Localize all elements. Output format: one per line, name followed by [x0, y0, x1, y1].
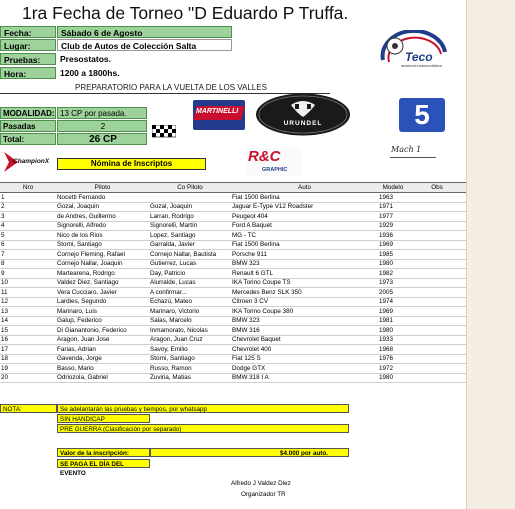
- cell-copiloto[interactable]: Russo, Ramon: [149, 364, 231, 374]
- cell-nro[interactable]: 9: [0, 269, 56, 279]
- cell-copiloto[interactable]: A confirmar...: [149, 288, 231, 298]
- table-row: [0, 345, 466, 355]
- cell-modelo[interactable]: 1977: [378, 212, 408, 222]
- cell-obs[interactable]: [408, 202, 466, 212]
- cell-auto[interactable]: Chevrolet Baquet: [231, 335, 378, 345]
- cell-auto[interactable]: Mercedes Benz SLK 350: [231, 288, 378, 298]
- col-header-obs: Obs: [408, 183, 466, 193]
- cell-nro[interactable]: 20: [0, 373, 56, 383]
- cell-auto[interactable]: Renault 6 GTL: [231, 269, 378, 279]
- cell-piloto[interactable]: Basso, Mario: [56, 364, 149, 374]
- cell-obs[interactable]: [408, 364, 466, 374]
- cell-nro[interactable]: 15: [0, 326, 56, 336]
- table-row: [0, 316, 466, 326]
- col-header-piloto: Piloto: [56, 183, 149, 193]
- col-header-nro: Nro: [0, 183, 56, 193]
- cell-copiloto[interactable]: Storni, Santiago: [149, 354, 231, 364]
- cell-nro[interactable]: 5: [0, 231, 56, 241]
- cell-modelo[interactable]: 1969: [378, 307, 408, 317]
- table-row: [0, 231, 466, 241]
- cell-modelo[interactable]: 1933: [378, 335, 408, 345]
- cell-piloto[interactable]: Galup, Federico: [56, 316, 149, 326]
- table-row: [0, 269, 466, 279]
- total-label: Total:: [0, 133, 56, 145]
- cell-copiloto[interactable]: Day, Patricio: [149, 269, 231, 279]
- table-row: [0, 297, 466, 307]
- cell-nro[interactable]: 7: [0, 250, 56, 260]
- cell-piloto[interactable]: Cornejo Nallar, Joaquin: [56, 259, 149, 269]
- cell-auto[interactable]: IKA Torino Coupe TS: [231, 278, 378, 288]
- teco-logo-text: Teco: [405, 50, 433, 64]
- cell-modelo[interactable]: 1981: [378, 316, 408, 326]
- cell-auto[interactable]: MG - TC: [231, 231, 378, 241]
- cell-modelo[interactable]: 1972: [378, 364, 408, 374]
- cell-copiloto[interactable]: Inmamorato, Nicolas: [149, 326, 231, 336]
- cell-obs[interactable]: [408, 278, 466, 288]
- cell-auto[interactable]: Fiat 125 S: [231, 354, 378, 364]
- modalidad-value[interactable]: 13 CP por pasada.: [57, 107, 147, 119]
- cell-copiloto[interactable]: Marinaro, Victorio: [149, 307, 231, 317]
- info-value-fecha[interactable]: Sábado 6 de Agosto: [57, 26, 232, 38]
- cell-piloto[interactable]: Nocetti Fernando: [56, 193, 149, 203]
- cell-modelo[interactable]: 1936: [378, 231, 408, 241]
- cell-auto[interactable]: Porsche 911: [231, 250, 378, 260]
- info-label-lugar: Lugar:: [0, 39, 56, 51]
- cell-modelo[interactable]: 2005: [378, 288, 408, 298]
- cell-nro[interactable]: 4: [0, 221, 56, 231]
- cell-copiloto[interactable]: Savoy, Emilio: [149, 345, 231, 355]
- cell-auto[interactable]: BMW 316: [231, 326, 378, 336]
- cell-copiloto[interactable]: Echazú, Mateo: [149, 297, 231, 307]
- cell-obs[interactable]: [408, 373, 466, 383]
- cell-nro[interactable]: 2: [0, 202, 56, 212]
- cell-piloto[interactable]: Cornejo Fleming, Rafael: [56, 250, 149, 260]
- cell-obs[interactable]: [408, 269, 466, 279]
- cell-obs[interactable]: [408, 231, 466, 241]
- cell-copiloto[interactable]: Larran, Rodrigo: [149, 212, 231, 222]
- signature-logo-line: [390, 157, 436, 158]
- cell-piloto[interactable]: Martearena, Rodrigo: [56, 269, 149, 279]
- col-header-auto: Auto: [231, 183, 378, 193]
- cell-obs[interactable]: [408, 326, 466, 336]
- table-row: [0, 373, 466, 383]
- cell-copiloto[interactable]: Lopez, Santiago: [149, 231, 231, 241]
- cell-obs[interactable]: [408, 221, 466, 231]
- cell-copiloto[interactable]: Zuviria, Matias: [149, 373, 231, 383]
- cell-piloto[interactable]: Odriozola, Gabriel: [56, 373, 149, 383]
- cell-auto[interactable]: Fiat 1500 Berlina: [231, 193, 378, 203]
- cell-nro[interactable]: 12: [0, 297, 56, 307]
- cell-nro[interactable]: 17: [0, 345, 56, 355]
- paga-note: SE PAGA EL DÍA DEL EVENTO: [57, 459, 150, 468]
- table-row: [0, 278, 466, 288]
- cell-copiloto[interactable]: Salas, Marcelo: [149, 316, 231, 326]
- info-label-hora: Hora:: [0, 67, 56, 79]
- canal5-logo: [399, 98, 445, 132]
- info-value-hora[interactable]: 1200 a 1800hs.: [60, 68, 120, 78]
- cell-obs[interactable]: [408, 297, 466, 307]
- cell-auto[interactable]: Citroen 3 CV: [231, 297, 378, 307]
- cell-obs[interactable]: [408, 259, 466, 269]
- table-row: [0, 250, 466, 260]
- cell-obs[interactable]: [408, 307, 466, 317]
- championx-logo-text: ChampionX: [13, 158, 50, 165]
- table-row: [0, 212, 466, 222]
- cell-piloto[interactable]: Gozal, Joaquin: [56, 202, 149, 212]
- total-value[interactable]: 26 CP: [57, 133, 147, 145]
- cell-piloto[interactable]: Nico de los Rios: [56, 231, 149, 241]
- cell-auto[interactable]: Chevrolet 400: [231, 345, 378, 355]
- inscriptos-table: [0, 182, 466, 383]
- cell-nro[interactable]: 18: [0, 354, 56, 364]
- cell-modelo[interactable]: 1963: [378, 193, 408, 203]
- cell-nro[interactable]: 16: [0, 335, 56, 345]
- table-row: [0, 193, 466, 203]
- rc-logo-text: R&C: [248, 148, 281, 165]
- nota-line-3[interactable]: PRE GUERRA (Clasificación por separado): [57, 424, 349, 433]
- teco-logo-subtext: asociación automovilística: [401, 64, 442, 68]
- cell-piloto[interactable]: Di Gianantonio, Federico: [56, 326, 149, 336]
- cell-nro[interactable]: 19: [0, 364, 56, 374]
- table-row: [0, 354, 466, 364]
- canal5-logo-text: 5: [414, 99, 430, 130]
- cell-auto[interactable]: IKA Torino Coupe 380: [231, 307, 378, 317]
- cell-copiloto[interactable]: [149, 193, 231, 203]
- table-row: [0, 240, 466, 250]
- martinelli-logo-text: MARTINELLI: [196, 108, 239, 115]
- sheet-margin-band: [466, 0, 515, 509]
- cell-modelo[interactable]: 1971: [378, 202, 408, 212]
- cell-modelo[interactable]: 1980: [378, 259, 408, 269]
- table-row: [0, 335, 466, 345]
- cell-auto[interactable]: BMW 323: [231, 316, 378, 326]
- organizer-name: Alfredo J Valdez Diez: [231, 480, 291, 487]
- cell-obs[interactable]: [408, 345, 466, 355]
- urundel-logo: [255, 93, 351, 136]
- cell-obs[interactable]: [408, 335, 466, 345]
- cell-modelo[interactable]: 1976: [378, 354, 408, 364]
- cell-modelo[interactable]: 1968: [378, 345, 408, 355]
- table-row: [0, 307, 466, 317]
- valor-value[interactable]: $4.000 por auto.: [150, 448, 349, 457]
- cell-copiloto[interactable]: Signorelli, Martín: [149, 221, 231, 231]
- pasadas-value[interactable]: 2: [57, 120, 147, 132]
- col-header-copiloto: Co Piloto: [149, 183, 231, 193]
- cell-nro[interactable]: 14: [0, 316, 56, 326]
- valor-label: Valor de la inscripción:: [57, 448, 150, 457]
- cell-piloto[interactable]: Aragon, Juan Jose: [56, 335, 149, 345]
- nomina-header: Nómina de Inscriptos: [57, 158, 206, 170]
- cell-copiloto[interactable]: Garralda, Javier: [149, 240, 231, 250]
- cell-nro[interactable]: 13: [0, 307, 56, 317]
- cell-modelo[interactable]: 1973: [378, 278, 408, 288]
- cell-auto[interactable]: BMW 323: [231, 259, 378, 269]
- cell-copiloto[interactable]: Cornejo Nallar, Bautista: [149, 250, 231, 260]
- cell-obs[interactable]: [408, 240, 466, 250]
- cell-auto[interactable]: Dodge GTX: [231, 364, 378, 374]
- rc-logo-subtext: GRAPHIC: [262, 167, 288, 173]
- info-label-pruebas: Pruebas:: [0, 53, 56, 65]
- cell-modelo[interactable]: 1929: [378, 221, 408, 231]
- table-row: [0, 221, 466, 231]
- cell-piloto[interactable]: de Andres, Guillermo: [56, 212, 149, 222]
- championx-logo: [4, 152, 48, 172]
- rc-graphic-logo: [246, 148, 302, 176]
- cell-nro[interactable]: 1: [0, 193, 56, 203]
- cell-auto[interactable]: BMW 318 I A: [231, 373, 378, 383]
- table-body: [0, 193, 466, 383]
- signature-logo: [388, 141, 440, 165]
- table-row: [0, 288, 466, 298]
- cell-copiloto[interactable]: Aragon, Juan Cruz: [149, 335, 231, 345]
- cell-modelo[interactable]: 1974: [378, 297, 408, 307]
- cell-auto[interactable]: Jaguar E-Type V12 Roadster: [231, 202, 378, 212]
- cell-modelo[interactable]: 1980: [378, 326, 408, 336]
- preparatorio-text: PREPARATORIO PARA LA VUELTA DE LOS VALLES: [75, 83, 267, 92]
- cell-piloto[interactable]: Farias, Adrian: [56, 345, 149, 355]
- cell-modelo[interactable]: 1985: [378, 250, 408, 260]
- pasadas-label: Pasadas: [0, 120, 56, 132]
- organizer-role: Organizador TR: [241, 491, 286, 498]
- table-row: [0, 259, 466, 269]
- cell-auto[interactable]: Ford A Baquet: [231, 221, 378, 231]
- info-value-pruebas[interactable]: Presostatos.: [60, 54, 112, 64]
- cell-obs[interactable]: [408, 288, 466, 298]
- info-value-lugar[interactable]: Club de Autos de Colección Salta: [57, 39, 232, 51]
- cell-modelo[interactable]: 1982: [378, 269, 408, 279]
- teco-logo: [375, 30, 453, 72]
- cell-nro[interactable]: 11: [0, 288, 56, 298]
- cell-piloto[interactable]: Vera Cucciaro, Javier: [56, 288, 149, 298]
- martinelli-logo: [193, 100, 245, 130]
- cell-obs[interactable]: [408, 354, 466, 364]
- cell-piloto[interactable]: Gavenda, Jorge: [56, 354, 149, 364]
- cell-obs[interactable]: [408, 250, 466, 260]
- page-title: 1ra Fecha de Torneo "D Eduardo P Truffa.: [22, 3, 349, 23]
- cell-obs[interactable]: [408, 316, 466, 326]
- table-header-row: [0, 183, 466, 193]
- cell-piloto[interactable]: Valdez Diez, Santiago: [56, 278, 149, 288]
- cell-piloto[interactable]: Lardies, Segundo: [56, 297, 149, 307]
- table-row: [0, 326, 466, 336]
- cell-modelo[interactable]: 1969: [378, 240, 408, 250]
- cell-obs[interactable]: [408, 193, 466, 203]
- cell-piloto[interactable]: Signorelli, Alfredo: [56, 221, 149, 231]
- col-header-modelo: Modelo: [378, 183, 408, 193]
- cell-piloto[interactable]: Marinaro, Luis: [56, 307, 149, 317]
- cell-copiloto[interactable]: Alurralde, Lucas: [149, 278, 231, 288]
- cell-nro[interactable]: 10: [0, 278, 56, 288]
- urundel-logo-text: URUNDEL: [283, 120, 323, 127]
- info-label-fecha: Fecha:: [0, 26, 56, 38]
- table-row: [0, 202, 466, 212]
- checkered-flag-icon: [152, 125, 176, 144]
- modalidad-label: MODALIDAD:: [0, 107, 56, 119]
- cell-auto[interactable]: Peugeot 404: [231, 212, 378, 222]
- signature-logo-text: Mach 1: [391, 145, 422, 154]
- cell-modelo[interactable]: 1980: [378, 373, 408, 383]
- cell-auto[interactable]: Fiat 1500 Berlina: [231, 240, 378, 250]
- cell-obs[interactable]: [408, 212, 466, 222]
- table-row: [0, 364, 466, 374]
- cell-copiloto[interactable]: Gozal, Joaquin: [149, 202, 231, 212]
- cell-nro[interactable]: 3: [0, 212, 56, 222]
- nota-line-2[interactable]: SIN HANDICAP: [57, 414, 150, 423]
- cell-nro[interactable]: 8: [0, 259, 56, 269]
- cell-copiloto[interactable]: Gutierrez, Lucas: [149, 259, 231, 269]
- cell-piloto[interactable]: Storni, Santiago: [56, 240, 149, 250]
- nota-label: NOTA:: [0, 404, 57, 413]
- cell-nro[interactable]: 6: [0, 240, 56, 250]
- nota-line-1[interactable]: Se adelantarán las pruebas y tiempos, por whatsapp: [57, 404, 349, 413]
